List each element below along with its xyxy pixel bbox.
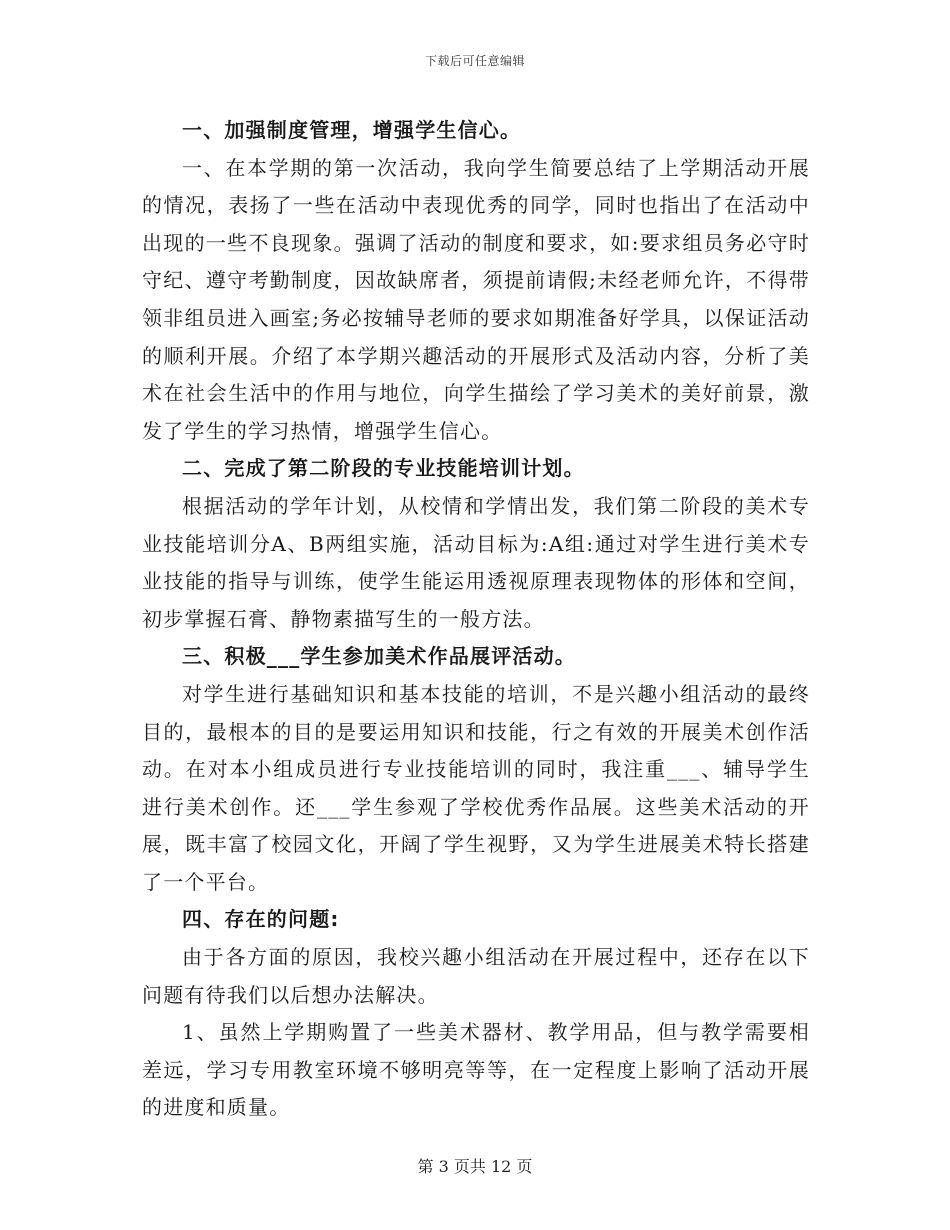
section-4-paragraph-2: 1、虽然上学期购置了一些美术器材、教学用品，但与教学需要相差远，学习专用教室环境不够明亮等等，在一定程度上影响了活动开展的进度和质量。: [142, 1020, 810, 1120]
section-heading-4: 四、存在的问题:: [182, 907, 340, 932]
header-note: 下载后可任意编辑: [424, 54, 525, 68]
section-2-paragraph-1: 根据活动的学年计划，从校情和学情出发，我们第二阶段的美术专业技能培训分A、B两组实施，活动目标为:A组:通过对学生进行美术专业技能的指导与训练，使学生能运用透视原理表现物体的形体和空间，初步掌握石膏、静物素描写生的一般方法。: [142, 493, 810, 631]
section-4-paragraph-1: 由于各方面的原因，我校兴趣小组活动在开展过程中，还存在以下问题有待我们以后想办法解决。: [142, 945, 810, 1007]
section-heading-2: 二、完成了第二阶段的专业技能培训计划。: [182, 456, 585, 481]
section-1-paragraph-1: 一、在本学期的第一次活动，我向学生简要总结了上学期活动开展的情况，表扬了一些在活动中表现优秀的同学，同时也指出了在活动中出现的一些不良现象。强调了活动的制度和要求，如:要求组员务必守时守纪、遵守考勤制度，因故缺席者，须提前请假;未经老师允许，不得带领非组员进入画室;务必按辅导老师的要求如期准备好学具，以保证活动的顺利开展。介绍了本学期兴趣活动的开展形式及活动内容，分析了美术在社会生活中的作用与地位，向学生描绘了学习美术的美好前景，激发了学生的学习热情，增强学生信心。: [142, 155, 810, 443]
section-heading-3: 三、积极___学生参加美术作品展评活动。: [182, 644, 576, 669]
section-3-paragraph-1: 对学生进行基础知识和基本技能的培训，不是兴趣小组活动的最终目的，最根本的目的是要运用知识和技能，行之有效的开展美术创作活动。在对本小组成员进行专业技能培训的同时，我注重___、辅导学生进行美术创作。还___学生参观了学校优秀作品展。这些美术活动的开展，既丰富了校园文化，开阔了学生视野，又为学生进展美术特长搭建了一个平台。: [142, 681, 810, 894]
page-number: 第 3 页共 12 页: [417, 1157, 533, 1176]
section-heading-1: 一、加强制度管理，增强学生信心。: [182, 118, 522, 142]
document-body: [142, 112, 810, 1127]
